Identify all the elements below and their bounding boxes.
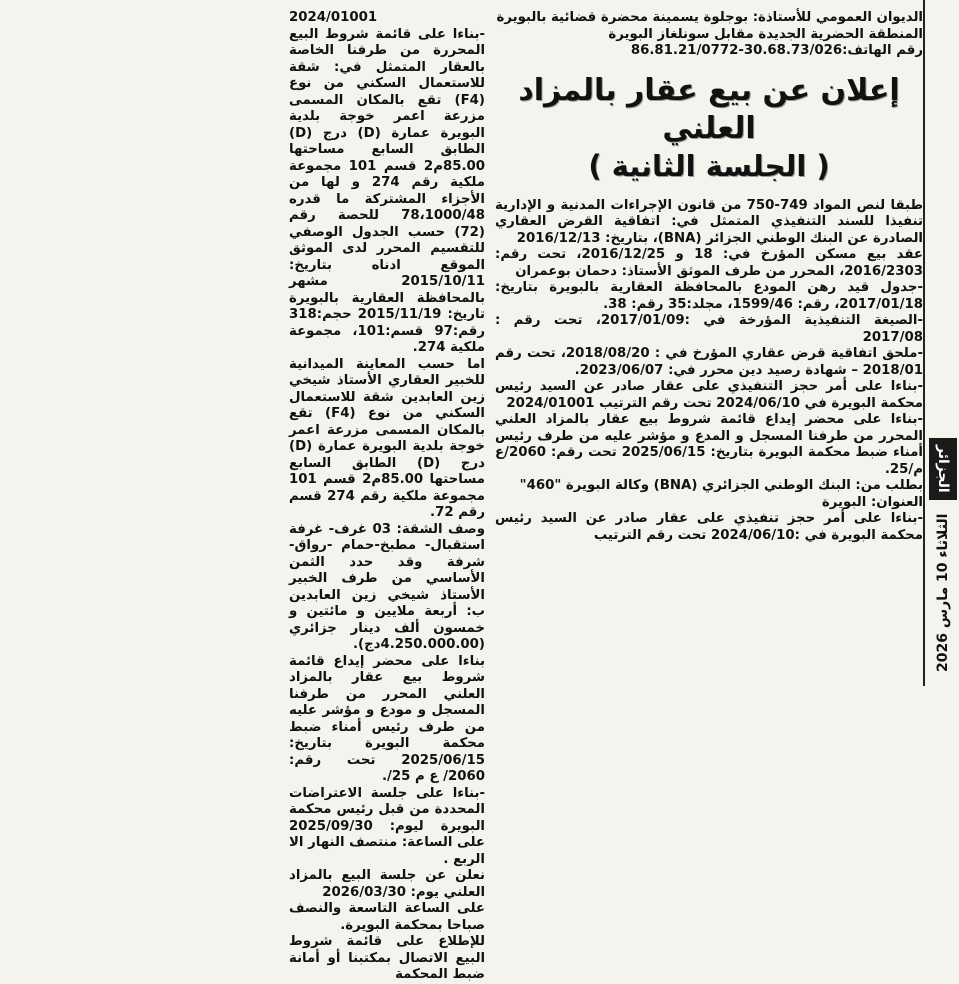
page-margin-sidebar <box>923 0 959 686</box>
contact-note: للإطلاع على قائمة شروط البيع الاتصال بمكتبنا أو أمانة ضبط المحكمة <box>289 934 485 982</box>
loan-appendix: -ملحق اتفاقية قرض عقاري المؤرخ في : 2018/08/20، تحت رقم 2018/01 – شهادة رصيد دين محرر في: 2023/06/07. <box>495 346 923 378</box>
sale-session-date: نعلن عن جلسة البيع بالمزاد العلني يوم: 2026/03/30 <box>289 868 485 900</box>
deposit-record: بناءا على محضر إيداع قائمة شروط بيع عقار بالمزاد العلني المحرر من طرفنا المسجل و مودع و مؤشر عليه من طرف رئيس أمناء ضبط محكمة البويرة بتاريخ: 2025/06/15 تحت رقم: 2060/ ع م 25/. <box>289 653 485 784</box>
issue-date: الثلاثاء 10 مارس 2026 <box>935 513 951 673</box>
legal-basis: طبقا لنص المواد 749-750 من قانون الإجراءات المدنية و الإدارية تنفيذا للسند التنفيذي المتمثل في: اتفاقية القرض العقاري الصادرة عن البنك الوطني الجزائر (BNA)، بتاريخ: 2016/12/13 <box>495 197 923 246</box>
seizure-order: -بناءا على أمر حجز التنفيذي على عقار صادر عن السيد رئيس محكمة البويرة في 2024/06/10 تحت رقم الترتيب 2024/01001 <box>495 379 923 411</box>
address: العنوان: البويرة <box>821 494 923 510</box>
seizure-order-repeat: -بناءا على أمر حجز تنفيذي على عقار صادر عن السيد رئيس محكمة البويرة في :2024/06/10 تحت رقم الترتيب <box>495 511 923 543</box>
objection-session: -بناءا على جلسة الاعتراضات المحددة من قبل رئيس محكمة البويرة ليوم: 2025/09/30 على الساعة: منتصف النهار الا الربع . <box>289 785 485 867</box>
notice-title: إعلان عن بيع عقار بالمزاد العلني <box>518 72 900 146</box>
mortgage-record: -جدول قيد رهن المودع بالمحافظة العقارية بالبويرة بتاريخ: 2017/01/18، رقم: 1599/46، مجلد:35 رقم: 38. <box>495 280 923 312</box>
office-address: المنطقة الحضرية الجديدة مقابل سونلغاز البويرة <box>608 26 923 42</box>
reference-number: 2024/01001 <box>289 10 378 25</box>
deposit-minutes: -بناءا على محضر إيداع قائمة شروط بيع عقار بالمزاد العلني المحرر من طرفنا المسجل و المدع و مؤشر عليه من طرف رئيس أمناء ضبط محكمة البويرة بتاريخ: 2025/06/15 تحت رقم: 2060/ع م/25. <box>495 412 923 477</box>
expert-inspection: اما حسب المعاينة الميدانية للخبير العقاري الأستاذ شيخي زين العابدين شقة للاستعمال السكني من نوع (F4) تقع بالمكان المسمى مزرعة اعمر خوجة بلدية البويرة عمارة (D) درج (D) الطابق السابع مساحتها 85.00م2 قسم 101 مجموعة ملكية رقم 274 قسم رقم 72. <box>289 356 486 520</box>
notice-left-column <box>289 10 485 984</box>
notice-subtitle: ( الجلسة الثانية ) <box>588 148 830 183</box>
sale-session-time: على الساعة التاسعة والنصف صباحا بمحكمة البويرة. <box>289 901 485 933</box>
newspaper-logo: الجزائر <box>929 438 957 500</box>
office-name: الديوان العمومي للأستاذة: بوجلوة يسمينة محضرة قضائية بالبويرة <box>496 10 923 25</box>
enforcement-formula: -الصيغة التنفيذية المؤرخة في :2017/01/09، تحت رقم : 2017/08 <box>495 313 923 345</box>
sale-contract: عقد بيع مسكن المؤرخ في: 18 و 2016/12/25، تحت رقم: 2016/2303، المحرر من طرف الموثق الأستاذ: دحمان بوعمران <box>495 247 924 279</box>
notice-right-column <box>495 10 923 544</box>
apartment-description: وصف الشقة: 03 غرف- غرفة استقبال- مطبخ-حمام -رواق- شرفة وقد حدد الثمن الأساسي من طرف الخبير الأستاذ شيخي زين العابدين ب: أربعة ملايين و مائتين و خمسون ألف دينار جزائري (4.250.000.00دج). <box>289 521 485 652</box>
office-phone: رقم الهاتف:30.68.73/026-86.81.21/0772 <box>630 43 923 58</box>
requester: بطلب من: البنك الوطني الجزائري (BNA) وكالة البويرة "460" <box>519 478 923 493</box>
property-description: -بناءا على قائمة شروط البيع المحررة من طرفنا الخاصة بالعقار المتمثل في: شقة للاستعمال السكني من نوع (F4) تقع بالمكان المسمى مزرعة اعمر خوجة بلدية البويرة عمارة (D) درج (D) الطابق السابع مساحتها 85.00م2 قسم 101 مجموعة ملكية رقم 274 و لها من الأجزاء المشتركة ما قدره 78،1000/48 للحصة رقم (72) حسب الجدول الوصفي للتقسيم المحرر لدى الموثق الموقع ادناه بتاريخ: 2015/10/11 مشهر بالمحافظة العقارية بالبويرة تاريخ: 2015/11/19 حجم:318 رقم:97 قسم:101، مجموعة ملكية 274. <box>289 26 485 355</box>
